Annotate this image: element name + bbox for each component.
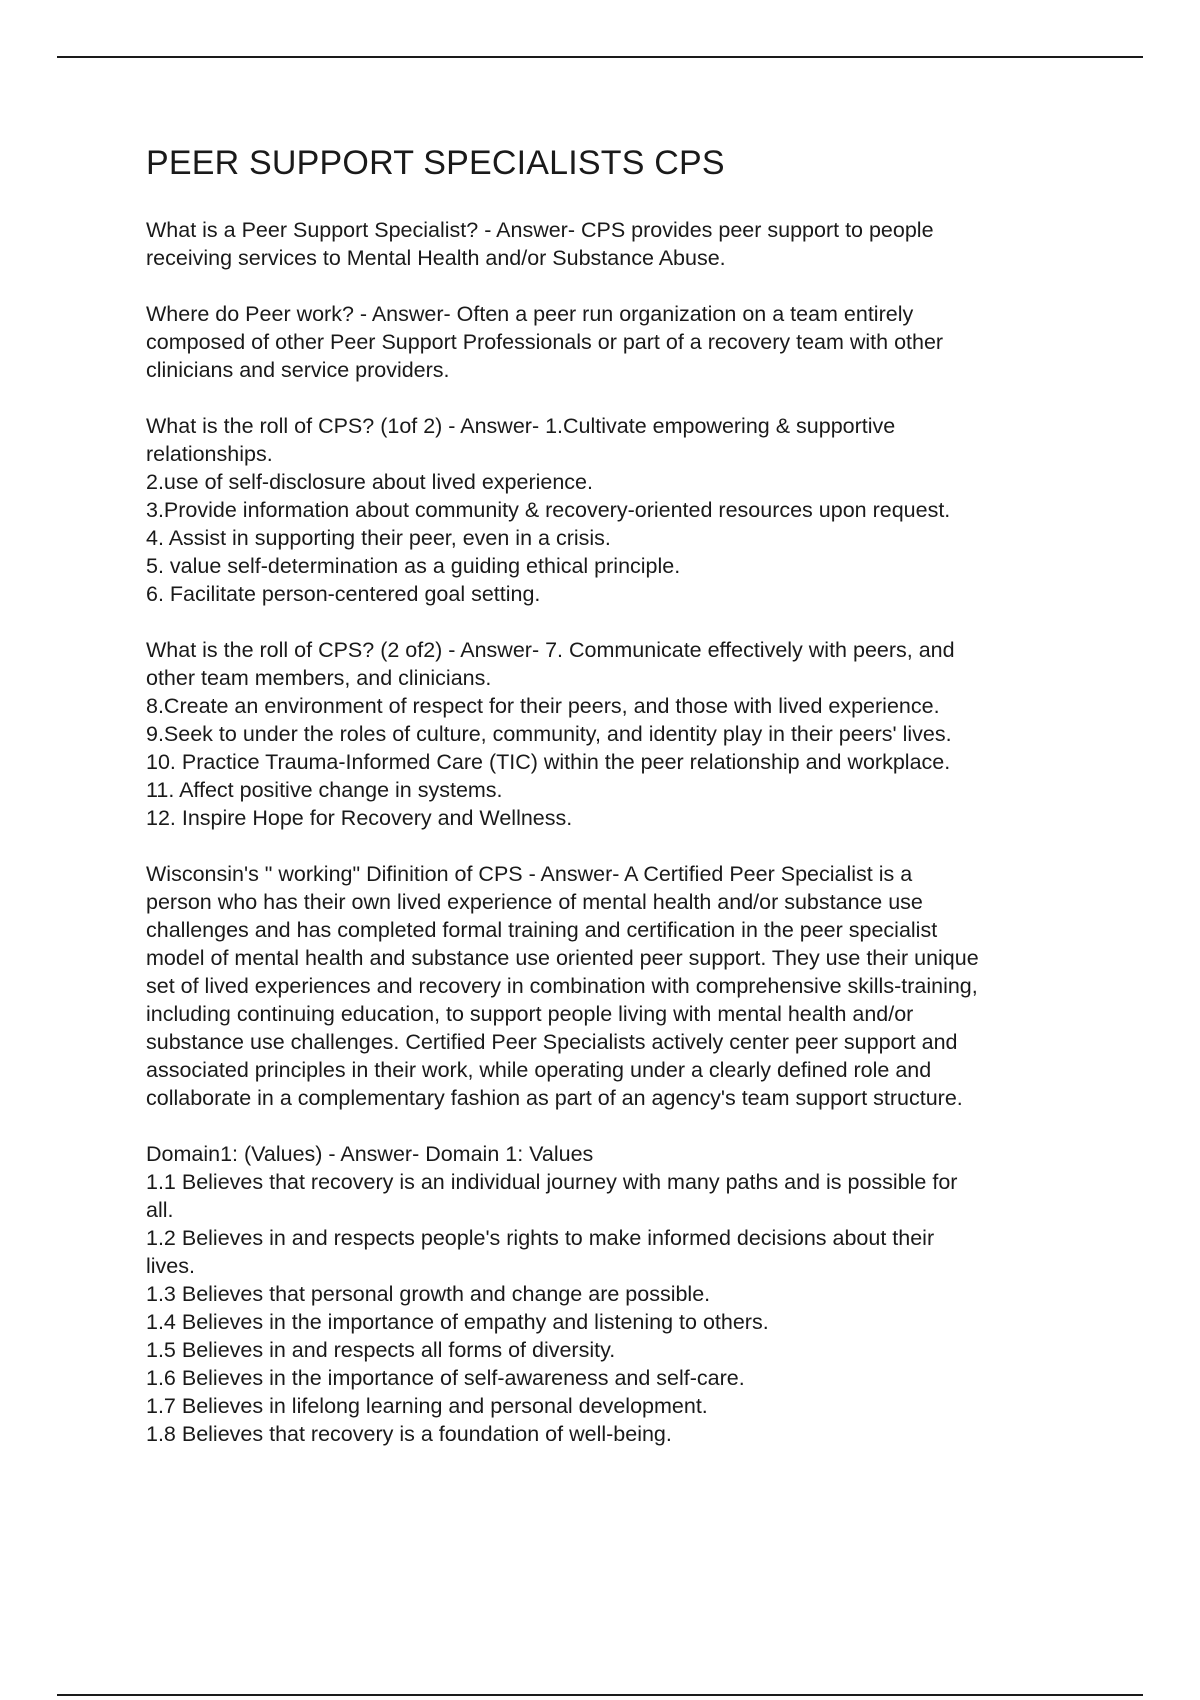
- qa-entry: [146, 216, 1106, 272]
- qa-line: collaborate in a complementary fashion as part of an agency's team support structure.: [146, 1086, 963, 1110]
- qa-line: 11. Affect positive change in systems.: [146, 778, 503, 802]
- qa-line: 1.5 Believes in and respects all forms of diversity.: [146, 1338, 616, 1362]
- qa-line: substance use challenges. Certified Peer Specialists actively center peer support and: [146, 1030, 958, 1054]
- qa-line: 1.3 Believes that personal growth and change are possible.: [146, 1282, 711, 1306]
- qa-line: Where do Peer work? - Answer- Often a peer run organization on a team entirely: [146, 302, 914, 326]
- qa-line: 1.6 Believes in the importance of self-awareness and self-care.: [146, 1366, 745, 1390]
- qa-line: Domain1: (Values) - Answer- Domain 1: Values: [146, 1142, 594, 1166]
- qa-entry: [146, 300, 1106, 384]
- qa-entry: [146, 636, 1106, 832]
- top-divider: [57, 56, 1143, 58]
- qa-entry: [146, 412, 1106, 608]
- qa-line: 6. Facilitate person-centered goal setting.: [146, 582, 541, 606]
- qa-line: 8.Create an environment of respect for their peers, and those with lived experience.: [146, 694, 940, 718]
- qa-line: clinicians and service providers.: [146, 358, 450, 382]
- qa-line: 1.7 Believes in lifelong learning and personal development.: [146, 1394, 708, 1418]
- qa-line: What is the roll of CPS? (1of 2) - Answer- 1.Cultivate empowering & supportive: [146, 414, 896, 438]
- qa-line: 2.use of self-disclosure about lived experience.: [146, 470, 593, 494]
- qa-line: set of lived experiences and recovery in combination with comprehensive skills-training,: [146, 974, 978, 998]
- qa-line: model of mental health and substance use oriented peer support. They use their unique: [146, 946, 979, 970]
- qa-entries: [146, 216, 1106, 1448]
- bottom-divider: [57, 1694, 1143, 1696]
- qa-line: including continuing education, to support people living with mental health and/or: [146, 1002, 914, 1026]
- qa-line: relationships.: [146, 442, 273, 466]
- qa-line: What is the roll of CPS? (2 of2) - Answer- 7. Communicate effectively with peers, and: [146, 638, 955, 662]
- qa-line: What is a Peer Support Specialist? - Answer- CPS provides peer support to people: [146, 218, 934, 242]
- qa-entry: [146, 860, 1106, 1112]
- qa-line: 1.1 Believes that recovery is an individual journey with many paths and is possible for: [146, 1170, 958, 1194]
- qa-entry: [146, 1140, 1106, 1448]
- qa-line: 10. Practice Trauma-Informed Care (TIC) within the peer relationship and workplace.: [146, 750, 951, 774]
- qa-line: 4. Assist in supporting their peer, even in a crisis.: [146, 526, 611, 550]
- qa-line: other team members, and clinicians.: [146, 666, 492, 690]
- qa-line: person who has their own lived experience of mental health and/or substance use: [146, 890, 923, 914]
- qa-line: 1.4 Believes in the importance of empathy and listening to others.: [146, 1310, 769, 1334]
- qa-line: 1.8 Believes that recovery is a foundation of well-being.: [146, 1422, 672, 1446]
- qa-line: all.: [146, 1198, 174, 1222]
- qa-line: 5. value self-determination as a guiding ethical principle.: [146, 554, 681, 578]
- qa-line: 1.2 Believes in and respects people's rights to make informed decisions about their: [146, 1226, 935, 1250]
- document-body: [146, 140, 1106, 1476]
- qa-line: 9.Seek to under the roles of culture, community, and identity play in their peers' lives.: [146, 722, 952, 746]
- document-title: PEER SUPPORT SPECIALISTS CPS: [146, 144, 725, 182]
- qa-line: associated principles in their work, while operating under a clearly defined role and: [146, 1058, 932, 1082]
- qa-line: 3.Provide information about community & recovery-oriented resources upon request.: [146, 498, 951, 522]
- qa-line: receiving services to Mental Health and/or Substance Abuse.: [146, 246, 726, 270]
- qa-line: composed of other Peer Support Professionals or part of a recovery team with other: [146, 330, 944, 354]
- qa-line: challenges and has completed formal training and certification in the peer specialist: [146, 918, 938, 942]
- qa-line: lives.: [146, 1254, 195, 1278]
- qa-line: Wisconsin's " working" Difinition of CPS - Answer- A Certified Peer Specialist is a: [146, 862, 913, 886]
- qa-line: 12. Inspire Hope for Recovery and Wellness.: [146, 806, 573, 830]
